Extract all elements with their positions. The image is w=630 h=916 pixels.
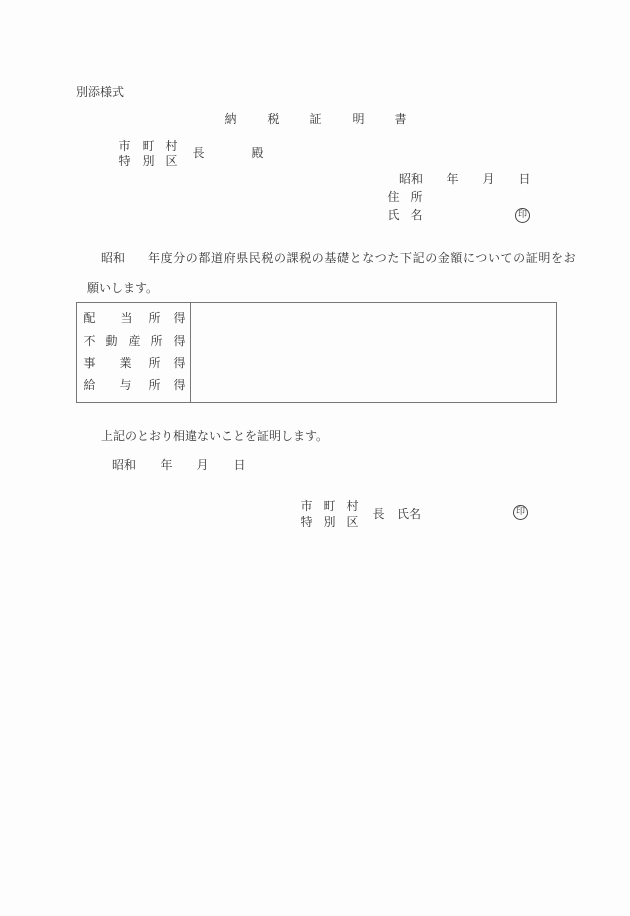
certifier-suffix: 長 [372, 507, 385, 521]
row-label-char: 所 [148, 378, 161, 392]
addressee-char: 村 [165, 139, 178, 153]
row-label-char: 所 [148, 311, 161, 325]
applicant-date-month-unit: 月 [482, 172, 495, 186]
certifier-char: 区 [346, 515, 359, 529]
certifier-name-label: 氏名 [397, 507, 422, 521]
address-label-char: 住 [387, 190, 400, 204]
applicant-date-day-unit: 日 [518, 172, 531, 186]
row-label-char: 事 [83, 356, 96, 370]
title-char: 税 [267, 112, 280, 126]
row-label-char: 不 [83, 334, 96, 348]
addressee-char: 町 [142, 139, 155, 153]
certifier-char: 村 [346, 499, 359, 513]
row-label-char: 動 [105, 334, 118, 348]
seal-icon: 印 [515, 208, 530, 223]
title-char: 明 [352, 112, 365, 126]
row-label-char: 産 [128, 334, 141, 348]
amount-area[interactable] [191, 303, 556, 402]
seal-icon: 印 [513, 505, 528, 520]
row-label-char: 得 [173, 311, 186, 325]
applicant-date-era: 昭和 [399, 172, 424, 186]
row-label-char: 給 [83, 378, 96, 392]
certifier-char: 別 [323, 515, 336, 529]
address-label-char: 所 [410, 190, 423, 204]
row-label-char: 所 [148, 356, 161, 370]
certifier-char: 町 [323, 499, 336, 513]
row-label-char: 業 [119, 356, 132, 370]
certification-date-era: 昭和 [112, 458, 137, 472]
addressee-suffix: 長 [192, 146, 205, 160]
title-char: 証 [309, 112, 322, 126]
row-label-char: 配 [83, 311, 96, 325]
name-label-char: 名 [410, 208, 423, 222]
certifier-char: 市 [300, 499, 313, 513]
addressee-char: 別 [142, 154, 155, 168]
title-char: 納 [224, 112, 237, 126]
request-era: 昭和 [101, 251, 126, 265]
certifier-char: 特 [300, 515, 313, 529]
addressee-honorific: 殿 [251, 146, 264, 160]
form-label: 別添様式 [76, 85, 125, 99]
addressee-char: 特 [118, 154, 131, 168]
row-label-char: 得 [173, 378, 186, 392]
row-label-char: 当 [120, 311, 133, 325]
income-table [76, 302, 557, 403]
addressee-char: 区 [165, 154, 178, 168]
request-line1: 年度分の都道府県民税の課税の基礎となつた下記の金額についての証明をお [148, 251, 577, 265]
row-label-char: 所 [150, 334, 163, 348]
applicant-date-year-unit: 年 [446, 172, 459, 186]
request-line2: 願いします。 [87, 281, 159, 295]
row-label-char: 与 [119, 378, 132, 392]
addressee-char: 市 [118, 139, 131, 153]
certification-statement: 上記のとおり相違ないことを証明します。 [101, 429, 329, 443]
row-label-char: 得 [173, 356, 186, 370]
certification-date-day-unit: 日 [233, 458, 246, 472]
row-label-char: 得 [173, 334, 186, 348]
certification-date-month-unit: 月 [196, 458, 209, 472]
title-char: 書 [394, 112, 407, 126]
name-label-char: 氏 [387, 208, 400, 222]
certification-date-year-unit: 年 [160, 458, 173, 472]
